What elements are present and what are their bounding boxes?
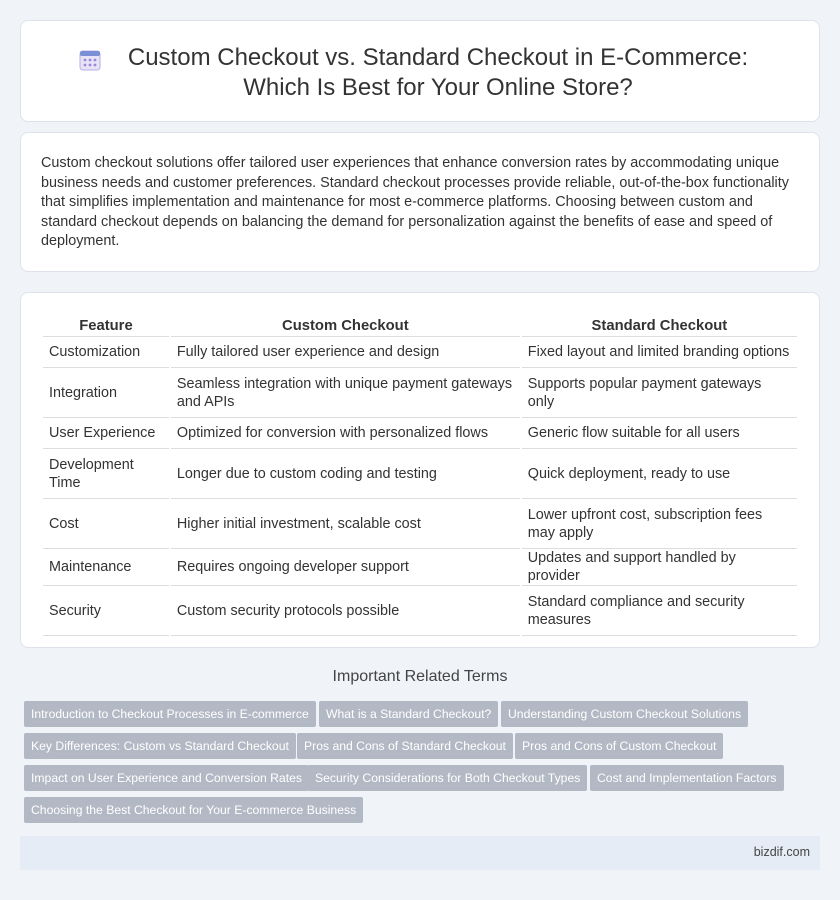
- table-header-row: [43, 313, 797, 337]
- custom-cell: Requires ongoing developer support: [171, 549, 520, 586]
- custom-cell: Optimized for conversion with personalized flows: [171, 418, 520, 449]
- standard-cell: Quick deployment, ready to use: [522, 449, 797, 499]
- header-standard-checkout: Standard Checkout: [522, 313, 797, 337]
- related-term-tag[interactable]: Understanding Custom Checkout Solutions: [501, 701, 748, 727]
- custom-cell: Fully tailored user experience and design: [171, 337, 520, 368]
- intro-paragraph: Custom checkout solutions offer tailored user experiences that enhance conversion rates by accommodating unique business needs and customer preferences. Standard checkout processes provide reliable, out-of-the-box functionality that simplifies implementation and maintenance for most e-commerce platforms. Choosing between custom and standard checkout depends on balancing the demand for personalization against the benefits of ease and speed of deployment.: [41, 155, 789, 249]
- related-term-tag[interactable]: What is a Standard Checkout?: [319, 701, 498, 727]
- related-term-tag[interactable]: Pros and Cons of Standard Checkout: [297, 733, 513, 759]
- standard-cell: Lower upfront cost, subscription fees may apply: [522, 499, 797, 549]
- feature-cell: User Experience: [43, 418, 169, 449]
- title-card: [20, 20, 820, 122]
- footer-bar: [20, 836, 820, 870]
- intro-card: [20, 132, 820, 272]
- custom-cell: Seamless integration with unique payment gateways and APIs: [171, 368, 520, 418]
- custom-cell: Custom security protocols possible: [171, 586, 520, 636]
- related-term-tag[interactable]: Cost and Implementation Factors: [590, 765, 784, 791]
- standard-cell: Supports popular payment gateways only: [522, 368, 797, 418]
- related-term-tag[interactable]: Security Considerations for Both Checkout Types: [308, 765, 587, 791]
- header-custom-checkout: Custom Checkout: [171, 313, 520, 337]
- footer-site-name: bizdif.com: [753, 845, 810, 859]
- related-term-tag[interactable]: Choosing the Best Checkout for Your E-commerce Business: [24, 797, 363, 823]
- related-term-tag[interactable]: Introduction to Checkout Processes in E-commerce: [24, 701, 316, 727]
- standard-cell: Updates and support handled by provider: [522, 549, 797, 586]
- calendar-icon: [79, 49, 101, 71]
- comparison-card: [20, 292, 820, 648]
- related-terms-heading: Important Related Terms: [332, 668, 508, 685]
- related-term-tag[interactable]: Impact on User Experience and Conversion Rates: [24, 765, 309, 791]
- related-term-tag[interactable]: Pros and Cons of Custom Checkout: [515, 733, 723, 759]
- table-row: [43, 449, 797, 499]
- table-row: [43, 586, 797, 636]
- table-row: [43, 549, 797, 586]
- feature-cell: Security: [43, 586, 169, 636]
- standard-cell: Generic flow suitable for all users: [522, 418, 797, 449]
- page-title: Custom Checkout vs. Standard Checkout in E-Commerce: Which Is Best for Your Online Store?: [127, 44, 749, 101]
- header-feature: Feature: [43, 313, 169, 337]
- custom-cell: Longer due to custom coding and testing: [171, 449, 520, 499]
- table-row: [43, 499, 797, 549]
- custom-cell: Higher initial investment, scalable cost: [171, 499, 520, 549]
- standard-cell: Standard compliance and security measures: [522, 586, 797, 636]
- feature-cell: Customization: [43, 337, 169, 368]
- feature-cell: Development Time: [43, 449, 169, 499]
- feature-cell: Maintenance: [43, 549, 169, 586]
- related-term-tag[interactable]: Key Differences: Custom vs Standard Checkout: [24, 733, 296, 759]
- feature-cell: Integration: [43, 368, 169, 418]
- standard-cell: Fixed layout and limited branding options: [522, 337, 797, 368]
- table-row: [43, 418, 797, 449]
- table-row: [43, 368, 797, 418]
- table-row: [43, 337, 797, 368]
- title-wrap: [61, 43, 779, 103]
- comparison-table: [41, 313, 799, 636]
- feature-cell: Cost: [43, 499, 169, 549]
